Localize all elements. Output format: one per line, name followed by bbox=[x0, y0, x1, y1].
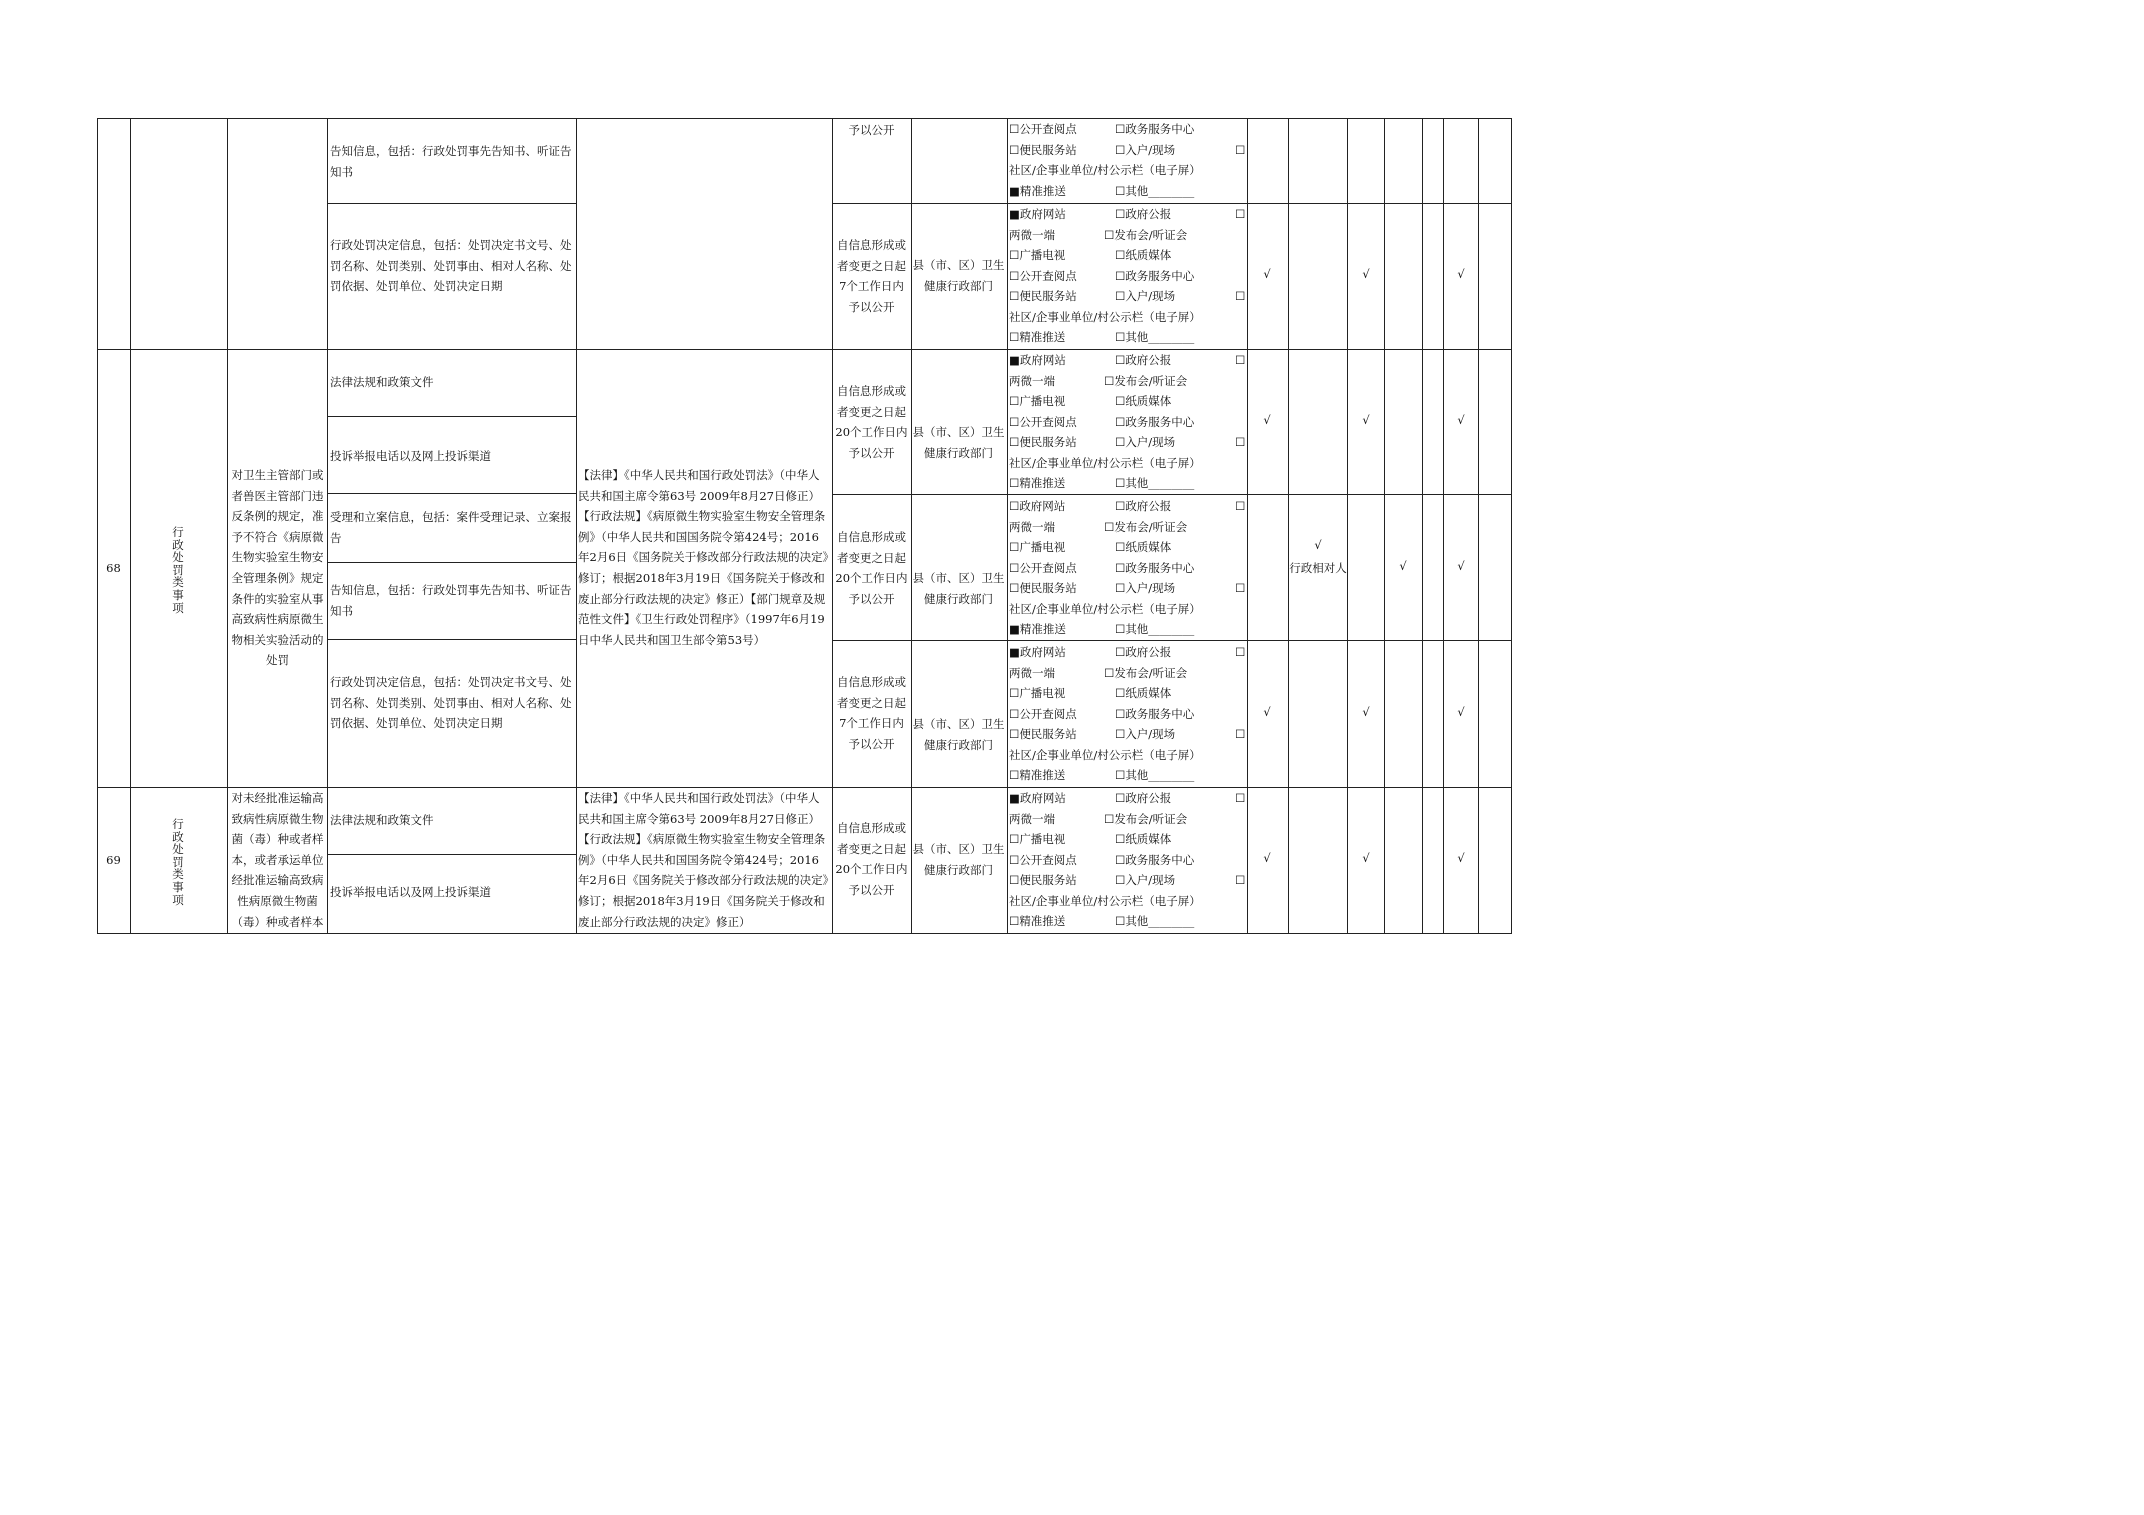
check-mark: √ bbox=[1263, 705, 1271, 719]
time-cell: 自信息形成或者变更之日起7个工作日内予以公开 bbox=[837, 675, 906, 751]
check-mark: √ bbox=[1263, 851, 1271, 865]
content-cell: 投诉举报电话以及网上投诉渠道 bbox=[330, 449, 491, 463]
checkbox-reading: ☐公开查阅点 bbox=[1009, 122, 1077, 136]
checkbox-press: ☐发布会/听证会 bbox=[1104, 228, 1188, 242]
check-mark: √ bbox=[1314, 538, 1322, 552]
checkbox-reading: ☐公开查阅点 bbox=[1009, 561, 1077, 575]
checkbox-service-center: ☐政务服务中心 bbox=[1115, 269, 1195, 283]
checkbox-gov-site: ■政府网站 bbox=[1009, 353, 1066, 367]
two-one-label: 两微一端 bbox=[1009, 228, 1055, 242]
time-cell: 自信息形成或者变更之日起20个工作日内予以公开 bbox=[835, 821, 908, 897]
item-number: 69 bbox=[106, 853, 121, 867]
item-category: 行政处罚类事项 bbox=[172, 525, 184, 615]
checkbox-precise: ☐精准推送 bbox=[1009, 330, 1066, 344]
check-mark: √ bbox=[1457, 851, 1465, 865]
checkbox-reading: ☐公开查阅点 bbox=[1009, 415, 1077, 429]
content-cell: 受理和立案信息，包括：案件受理记录、立案报告 bbox=[330, 510, 572, 545]
two-one-label: 两微一端 bbox=[1009, 374, 1055, 388]
check-mark: √ bbox=[1263, 413, 1271, 427]
content-cell: 法律法规和政策文件 bbox=[330, 813, 434, 827]
grid-line bbox=[97, 118, 98, 934]
item-number: 68 bbox=[106, 561, 121, 575]
item-category: 行政处罚类事项 bbox=[172, 817, 184, 907]
check-mark: √ bbox=[1362, 705, 1370, 719]
checkbox-service-station: ☐便民服务站 bbox=[1009, 289, 1077, 303]
checkbox-press: ☐发布会/听证会 bbox=[1104, 520, 1188, 534]
checkbox-service-station: ☐便民服务站 bbox=[1009, 727, 1077, 741]
grid-line bbox=[130, 118, 131, 934]
checkbox-door: ☐入户/现场 bbox=[1115, 289, 1176, 303]
subject-cell: 县（市、区）卫生健康行政部门 bbox=[912, 425, 1005, 460]
checkbox-gov-site: ☐政府网站 bbox=[1009, 499, 1066, 513]
checkbox-two-one: ☐ bbox=[1235, 645, 1246, 659]
grid-line bbox=[327, 416, 576, 417]
subject-cell: 县（市、区）卫生健康行政部门 bbox=[912, 717, 1005, 752]
checkbox-service-station: ☐便民服务站 bbox=[1009, 581, 1077, 595]
checkbox-gov-bulletin: ☐政府公报 bbox=[1115, 645, 1172, 659]
checkbox-board: ☐ bbox=[1235, 289, 1246, 303]
checkbox-broadcast: ☐广播电视 bbox=[1009, 394, 1066, 408]
board-label: 社区/企事业单位/村公示栏（电子屏） bbox=[1009, 310, 1201, 324]
checkbox-service-center: ☐政务服务中心 bbox=[1115, 415, 1195, 429]
checkbox-service-center: ☐政务服务中心 bbox=[1115, 122, 1195, 136]
grid-line bbox=[1347, 118, 1348, 934]
check-mark: √ bbox=[1263, 267, 1271, 281]
grid-line bbox=[97, 349, 1512, 350]
checkbox-paper: ☐纸质媒体 bbox=[1115, 686, 1172, 700]
checkbox-broadcast: ☐广播电视 bbox=[1009, 832, 1066, 846]
grid-line bbox=[1443, 118, 1444, 934]
checkbox-press: ☐发布会/听证会 bbox=[1104, 374, 1188, 388]
grid-line bbox=[832, 494, 1512, 495]
check-mark: √ bbox=[1457, 413, 1465, 427]
grid-line bbox=[1511, 118, 1512, 934]
content-cell: 投诉举报电话以及网上投诉渠道 bbox=[330, 885, 491, 899]
checkbox-door: ☐入户/现场 bbox=[1115, 581, 1176, 595]
checkbox-broadcast: ☐广播电视 bbox=[1009, 540, 1066, 554]
grid-line bbox=[1478, 118, 1479, 934]
checkbox-board: ☐ bbox=[1235, 435, 1246, 449]
basis-cell: 【法律】《中华人民共和国行政处罚法》（中华人民共和国主席令第63号 2009年8月27日修正）【行政法规】《病原微生物实验室生物安全管理条例》（中华人民共和国国务院令第424号；2016年2月6日《国务院关于修改部分行政法规的决定》修订；根据2018年3月19日《国务院关于修改和废止部分行政法规的决定》修正）【部门规章及规范性文件】《卫生行政处罚程序》（1997年6月19日中华人民共和国卫生部令第53号） bbox=[578, 468, 829, 647]
checkbox-two-one: ☐ bbox=[1235, 353, 1246, 367]
checkbox-door: ☐入户/现场 bbox=[1115, 435, 1176, 449]
checkbox-precise: ☐精准推送 bbox=[1009, 914, 1066, 928]
grid-line bbox=[1007, 118, 1008, 934]
time-cell: 自信息形成或者变更之日起20个工作日内予以公开 bbox=[835, 530, 908, 606]
checkbox-precise: ■精准推送 bbox=[1009, 184, 1066, 198]
checkbox-board: ☐ bbox=[1235, 873, 1246, 887]
checkbox-two-one: ☐ bbox=[1235, 207, 1246, 221]
check-mark: √ bbox=[1399, 559, 1407, 573]
checkbox-door: ☐入户/现场 bbox=[1115, 727, 1176, 741]
checkbox-paper: ☐纸质媒体 bbox=[1115, 832, 1172, 846]
two-one-label: 两微一端 bbox=[1009, 520, 1055, 534]
checkbox-door: ☐入户/现场 bbox=[1115, 143, 1176, 157]
checkbox-board: ☐ bbox=[1235, 143, 1246, 157]
checkbox-paper: ☐纸质媒体 bbox=[1115, 248, 1172, 262]
grid-line bbox=[327, 493, 576, 494]
subject-cell: 县（市、区）卫生健康行政部门 bbox=[912, 842, 1005, 877]
grid-line bbox=[911, 118, 912, 934]
checkbox-paper: ☐纸质媒体 bbox=[1115, 394, 1172, 408]
grid-line bbox=[327, 854, 576, 855]
two-one-label: 两微一端 bbox=[1009, 666, 1055, 680]
checkbox-service-center: ☐政务服务中心 bbox=[1115, 707, 1195, 721]
checkbox-broadcast: ☐广播电视 bbox=[1009, 248, 1066, 262]
checkbox-reading: ☐公开查阅点 bbox=[1009, 853, 1077, 867]
grid-line bbox=[1384, 118, 1385, 934]
checkbox-service-station: ☐便民服务站 bbox=[1009, 143, 1077, 157]
checkbox-service-station: ☐便民服务站 bbox=[1009, 435, 1077, 449]
checkbox-board: ☐ bbox=[1235, 727, 1246, 741]
checkbox-other: ☐其他________ bbox=[1115, 622, 1195, 636]
time-cell: 自信息形成或者变更之日起7个工作日内予以公开 bbox=[837, 238, 906, 314]
checkbox-other: ☐其他________ bbox=[1115, 768, 1195, 782]
grid-line bbox=[327, 639, 576, 640]
checkbox-door: ☐入户/现场 bbox=[1115, 873, 1176, 887]
two-one-label: 两微一端 bbox=[1009, 812, 1055, 826]
grid-line bbox=[97, 933, 1512, 934]
checkbox-press: ☐发布会/听证会 bbox=[1104, 812, 1188, 826]
content-cell: 告知信息，包括：行政处罚事先告知书、听证告知书 bbox=[330, 144, 572, 179]
checkbox-gov-bulletin: ☐政府公报 bbox=[1115, 353, 1172, 367]
subject-cell: 县（市、区）卫生健康行政部门 bbox=[912, 571, 1005, 606]
content-cell: 行政处罚决定信息，包括：处罚决定书文号、处罚名称、处罚类别、处罚事由、相对人名称、处罚依据、处罚单位、处罚决定日期 bbox=[330, 675, 572, 731]
check-mark: √ bbox=[1362, 851, 1370, 865]
checkbox-other: ☐其他________ bbox=[1115, 330, 1195, 344]
checkbox-broadcast: ☐广播电视 bbox=[1009, 686, 1066, 700]
grid-line bbox=[576, 118, 577, 934]
check-mark: √ bbox=[1457, 559, 1465, 573]
checkbox-two-one: ☐ bbox=[1235, 499, 1246, 513]
board-label: 社区/企事业单位/村公示栏（电子屏） bbox=[1009, 456, 1201, 470]
board-label: 社区/企事业单位/村公示栏（电子屏） bbox=[1009, 748, 1201, 762]
grid-line bbox=[97, 118, 1512, 119]
checkbox-two-one: ☐ bbox=[1235, 791, 1246, 805]
checkbox-other: ☐其他________ bbox=[1115, 184, 1195, 198]
grid-line bbox=[327, 118, 328, 934]
checkbox-gov-site: ■政府网站 bbox=[1009, 645, 1066, 659]
checkbox-service-center: ☐政务服务中心 bbox=[1115, 561, 1195, 575]
check-mark: √ bbox=[1362, 413, 1370, 427]
checkbox-other: ☐其他________ bbox=[1115, 914, 1195, 928]
content-cell: 行政处罚决定信息，包括：处罚决定书文号、处罚名称、处罚类别、处罚事由、相对人名称、处罚依据、处罚单位、处罚决定日期 bbox=[330, 238, 572, 294]
disclosure-table bbox=[97, 118, 1512, 934]
grid-line bbox=[832, 203, 1512, 204]
checkbox-paper: ☐纸质媒体 bbox=[1115, 540, 1172, 554]
checkbox-press: ☐发布会/听证会 bbox=[1104, 666, 1188, 680]
checkbox-gov-bulletin: ☐政府公报 bbox=[1115, 207, 1172, 221]
time-cell: 予以公开 bbox=[848, 123, 895, 137]
checkbox-service-station: ☐便民服务站 bbox=[1009, 873, 1077, 887]
checkbox-precise: ☐精准推送 bbox=[1009, 768, 1066, 782]
checkbox-gov-bulletin: ☐政府公报 bbox=[1115, 499, 1172, 513]
checkbox-precise: ■精准推送 bbox=[1009, 622, 1066, 636]
board-label: 社区/企事业单位/村公示栏（电子屏） bbox=[1009, 163, 1201, 177]
subject-cell: 县（市、区）卫生健康行政部门 bbox=[912, 258, 1005, 293]
grid-line bbox=[832, 118, 833, 934]
board-label: 社区/企事业单位/村公示栏（电子屏） bbox=[1009, 602, 1201, 616]
grid-line bbox=[832, 640, 1512, 641]
basis-cell: 【法律】《中华人民共和国行政处罚法》（中华人民共和国主席令第63号 2009年8月27日修正）【行政法规】《病原微生物实验室生物安全管理条例》（中华人民共和国国务院令第424号；2016年2月6日《国务院关于修改部分行政法规的决定》修订；根据2018年3月19日《国务院关于修改和废止部分行政法规的决定》修正） bbox=[578, 791, 829, 929]
grid-line bbox=[1422, 118, 1423, 934]
checkbox-reading: ☐公开查阅点 bbox=[1009, 269, 1077, 283]
check-mark: √ bbox=[1457, 267, 1465, 281]
check-mark: √ bbox=[1362, 267, 1370, 281]
content-cell: 告知信息，包括：行政处罚事先告知书、听证告知书 bbox=[330, 583, 572, 618]
grid-line bbox=[1247, 118, 1248, 934]
board-label: 社区/企事业单位/村公示栏（电子屏） bbox=[1009, 894, 1201, 908]
time-cell: 自信息形成或者变更之日起20个工作日内予以公开 bbox=[835, 384, 908, 460]
item-name: 对卫生主管部门或者兽医主管部门违反条例的规定，准予不符合《病原微生物实验室生物安全管理条例》规定条件的实验室从事高致病性病原微生物相关实验活动的处罚 bbox=[231, 468, 324, 668]
check-mark: √ bbox=[1457, 705, 1465, 719]
checkbox-precise: ☐精准推送 bbox=[1009, 476, 1066, 490]
checkbox-gov-site: ■政府网站 bbox=[1009, 791, 1066, 805]
checkbox-service-center: ☐政务服务中心 bbox=[1115, 853, 1195, 867]
grid-line bbox=[1288, 118, 1289, 934]
checkbox-gov-bulletin: ☐政府公报 bbox=[1115, 791, 1172, 805]
grid-line bbox=[327, 562, 576, 563]
target-label: 行政相对人 bbox=[1289, 561, 1347, 575]
checkbox-other: ☐其他________ bbox=[1115, 476, 1195, 490]
checkbox-reading: ☐公开查阅点 bbox=[1009, 707, 1077, 721]
checkbox-gov-site: ■政府网站 bbox=[1009, 207, 1066, 221]
checkbox-board: ☐ bbox=[1235, 581, 1246, 595]
content-cell: 法律法规和政策文件 bbox=[330, 375, 434, 389]
grid-line bbox=[327, 203, 576, 204]
item-name: 对未经批准运输高致病性病原微生物菌（毒）种或者样本，或者承运单位经批准运输高致病性病原微生物菌（毒）种或者样本 bbox=[231, 791, 324, 929]
